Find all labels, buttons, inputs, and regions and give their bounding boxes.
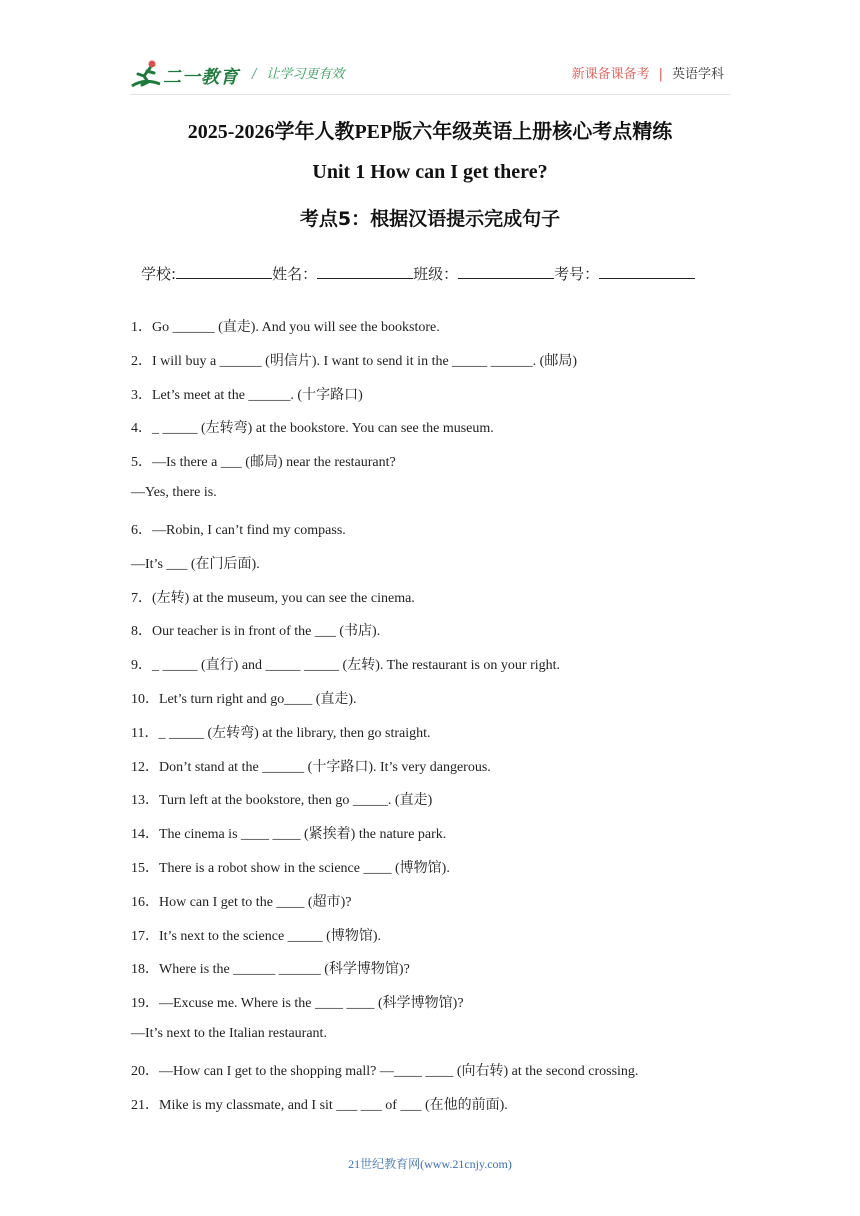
page-header — [130, 58, 730, 90]
question-item: 2．I will buy a ______ (明信片). I want to send it in the _____ ______. (邮局) — [131, 354, 578, 369]
question-item: 16．How can I get to the ____ (超市)? — [131, 895, 352, 910]
answer-line: —Yes, there is. — [131, 485, 217, 500]
question-item: 20．—How can I get to the shopping mall? —____ ____ (向右转) at the second crossing. — [131, 1064, 639, 1079]
question-item: 11．_ _____ (左转弯) at the library, then go straight. — [131, 726, 431, 741]
question-item: 6．—Robin, I can’t find my compass. — [131, 523, 346, 538]
question-item: 17．It’s next to the science _____ (博物馆). — [131, 929, 382, 944]
question-item: 5．—Is there a ___ (邮局) near the restaurant? — [131, 455, 396, 470]
header-right — [572, 63, 724, 82]
class-blank[interactable] — [458, 265, 554, 279]
answer-line: —It’s ___ (在门后面). — [131, 557, 260, 572]
page-footer: 21世纪教育网(www.21cnjy.com) — [348, 1157, 512, 1171]
school-label: 学校: — [141, 265, 177, 283]
slogan — [252, 63, 344, 82]
divider-slash: / — [252, 67, 257, 82]
question-item: 4．_ _____ (左转弯) at the bookstore. You can see the museum. — [131, 421, 494, 436]
header-separator: | — [658, 67, 663, 82]
header-subject: 英语学科 — [671, 67, 724, 82]
document-title: 2025-2026学年人教PEP版六年级英语上册核心考点精练 — [187, 121, 673, 143]
school-blank[interactable] — [176, 265, 272, 279]
header-course-label: 新课备课备考 — [571, 67, 650, 82]
topic-title: 考点5：根据汉语提示完成句子 — [299, 208, 561, 230]
question-item: 13．Turn left at the bookstore, then go _____. (直走) — [131, 793, 433, 808]
header-rule — [130, 94, 730, 95]
question-item: 7．(左转) at the museum, you can see the cinema. — [131, 591, 415, 606]
unit-title: Unit 1 How can I get there? — [312, 161, 548, 183]
question-item: 10．Let’s turn right and go____ (直走). — [131, 692, 357, 707]
student-info-line — [141, 263, 695, 284]
question-item: 8．Our teacher is in front of the ___ (书店). — [131, 624, 381, 639]
question-item: 14．The cinema is ____ ____ (紧挨着) the nature park. — [131, 827, 447, 842]
question-item: 12．Don’t stand at the ______ (十字路口). It’s very dangerous. — [131, 760, 491, 775]
name-blank[interactable] — [317, 265, 413, 279]
question-item: 21．Mike is my classmate, and I sit ___ ___ of ___ (在他的前面). — [131, 1098, 508, 1113]
runner-icon — [130, 58, 164, 90]
number-label: 考号： — [554, 265, 600, 283]
question-item: 9．_ _____ (直行) and _____ _____ (左转). The restaurant is on your right. — [131, 658, 561, 673]
question-item: 3．Let’s meet at the ______. (十字路口) — [131, 388, 363, 403]
number-blank[interactable] — [599, 265, 695, 279]
brand-logo — [130, 58, 242, 90]
slogan-text: 让学习更有效 — [266, 67, 345, 82]
question-item: 19．—Excuse me. Where is the ____ ____ (科学博物馆)? — [131, 996, 464, 1011]
question-item: 15．There is a robot show in the science ____ (博物馆). — [131, 861, 450, 876]
class-label: 班级： — [413, 265, 459, 283]
question-item: 1．Go ______ (直走). And you will see the bookstore. — [131, 320, 440, 335]
name-label: 姓名： — [272, 265, 318, 283]
answer-line: —It’s next to the Italian restaurant. — [131, 1026, 327, 1041]
logo-text: 二一教育 — [163, 67, 239, 88]
question-item: 18．Where is the ______ ______ (科学博物馆)? — [131, 962, 410, 977]
